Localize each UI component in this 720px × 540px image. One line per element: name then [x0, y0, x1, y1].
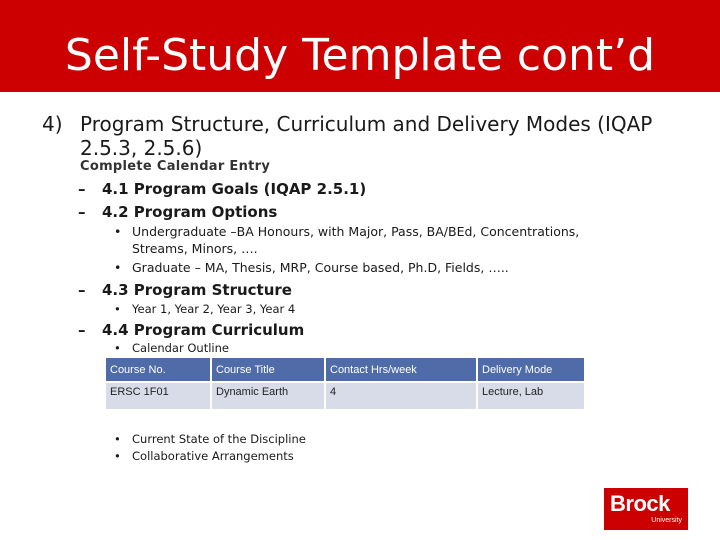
brock-university-logo [604, 488, 688, 530]
section-options-label: 4.2 Program Options [102, 203, 278, 221]
calendar-outline-table [106, 358, 586, 409]
section-curriculum-label: 4.4 Program Curriculum [102, 321, 305, 339]
options-bullet-2-line-1: Graduate – MA, Thesis, MRP, Course based, Ph.D, Fields, ….. [132, 260, 509, 275]
dash-marker: – [78, 203, 86, 221]
extra-bullet-1 [114, 431, 306, 447]
section-curriculum [78, 320, 304, 340]
column-header-course-no: Course No. [106, 358, 211, 382]
bullet-marker: • [114, 302, 121, 316]
extra-bullet-2 [114, 448, 294, 464]
options-bullet-1-line-1: Undergraduate –BA Honours, with Major, Pass, BA/BEd, Concentrations, [132, 224, 580, 239]
curriculum-bullet-1-text: Calendar Outline [132, 341, 229, 355]
table-cell: Lecture, Lab [477, 382, 585, 409]
curriculum-bullet-1 [114, 340, 229, 356]
bullet-marker: • [114, 449, 121, 463]
calendar-heading: Complete Calendar Entry [80, 159, 271, 174]
item-heading-line-2: 2.5.3, 2.5.6) [80, 136, 203, 160]
item-line-1 [42, 112, 652, 136]
section-options [78, 202, 277, 222]
table-row [106, 382, 585, 409]
slide-title: Self-Study Template cont’d [64, 30, 656, 81]
column-header-course-title: Course Title [211, 358, 325, 382]
logo-wordmark: Brock [610, 491, 670, 516]
table-cell: 4 [325, 382, 477, 409]
dash-marker: – [78, 180, 86, 198]
bullet-marker: • [114, 224, 122, 239]
section-structure [78, 280, 292, 300]
extra-bullet-2-text: Collaborative Arrangements [132, 449, 294, 463]
item-number: 4) [42, 112, 63, 136]
table-header-row [106, 358, 585, 382]
table-cell: ERSC 1F01 [106, 382, 211, 409]
options-bullet-1 [114, 223, 579, 240]
item-heading-line-1: Program Structure, Curriculum and Delivery Modes (IQAP [80, 112, 653, 136]
extra-bullet-1-text: Current State of the Discipline [132, 432, 306, 446]
section-goals [78, 179, 366, 199]
dash-marker: – [78, 321, 86, 339]
logo-subtitle: University [651, 517, 682, 524]
structure-bullet-1 [114, 301, 295, 317]
column-header-contact-hrs: Contact Hrs/week [325, 358, 477, 382]
options-bullet-1-line-2: Streams, Minors, …. [132, 241, 258, 256]
bullet-marker: • [114, 260, 122, 275]
title-bar [0, 0, 720, 92]
structure-bullet-1-text: Year 1, Year 2, Year 3, Year 4 [132, 302, 296, 316]
bullet-marker: • [114, 341, 121, 355]
section-goals-label: 4.1 Program Goals (IQAP 2.5.1) [102, 180, 367, 198]
table-cell: Dynamic Earth [211, 382, 325, 409]
dash-marker: – [78, 281, 86, 299]
section-structure-label: 4.3 Program Structure [102, 281, 292, 299]
options-bullet-2 [114, 259, 509, 276]
column-header-delivery-mode: Delivery Mode [477, 358, 585, 382]
bullet-marker: • [114, 432, 121, 446]
